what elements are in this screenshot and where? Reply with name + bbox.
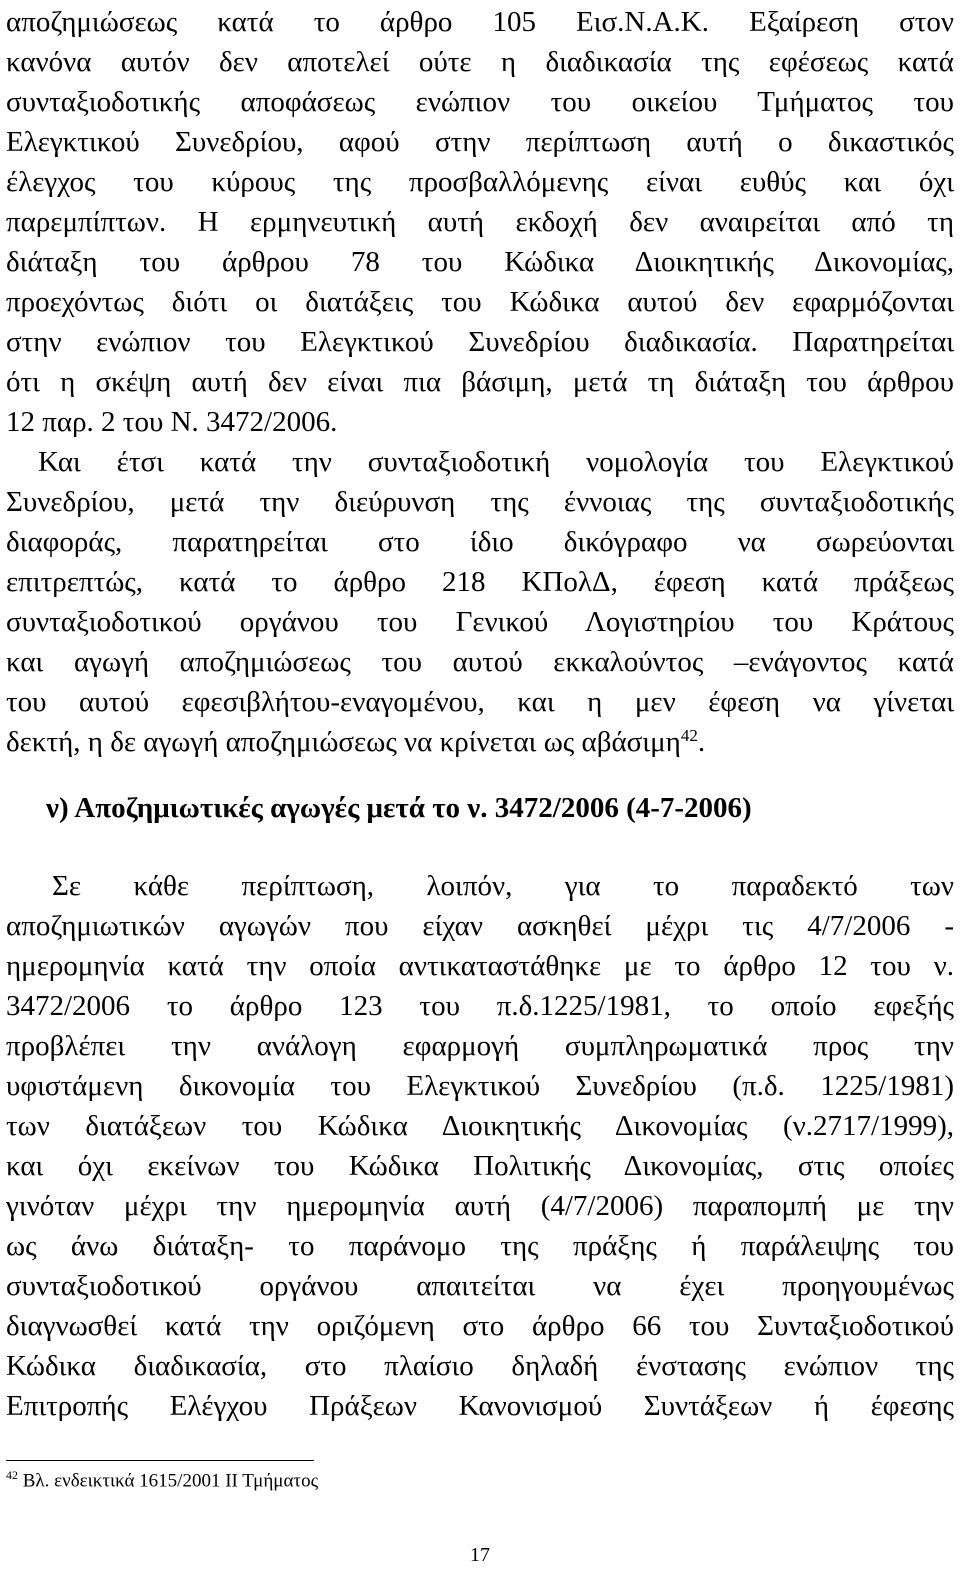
footnote-text: Βλ. ενδεικτικά 1615/2001 ΙΙ Τμήματος: [22, 1470, 319, 1492]
text-line: συνταξιοδοτικής αποφάσεως ενώπιον του οικείου Τμήματος του: [6, 86, 954, 118]
sentence-period: .: [697, 726, 706, 758]
text-line: διάταξη του άρθρου 78 του Κώδικα Διοικητικής Δικονομίας,: [6, 246, 954, 278]
text-line: Σε κάθε περίπτωση, λοιπόν, για το παραδεκτό των: [52, 870, 954, 902]
text-line: γινόταν μέχρι την ημερομηνία αυτή (4/7/2006) παραπομπή με την: [6, 1190, 954, 1222]
footnote-separator: [6, 1460, 314, 1461]
text-line: προβλέπει την ανάλογη εφαρμογή συμπληρωματικά προς την: [6, 1030, 954, 1062]
text-line-content: δεκτή, η δε αγωγή αποζημιώσεως να κρίνεται ως αβάσιμη: [6, 726, 681, 758]
text-line: του αυτού εφεσιβλήτου-εναγομένου, και η μεν έφεση να γίνεται: [6, 686, 954, 718]
text-line: Συνεδρίου, μετά την διεύρυνση της έννοιας της συνταξιοδοτικής: [6, 486, 954, 518]
text-line: συνταξιοδοτικού οργάνου απαιτείται να έχει προηγουμένως: [6, 1270, 954, 1302]
text-line: έλεγχος του κύρους της προσβαλλόμενης είναι ευθύς και όχι: [6, 166, 954, 198]
footnote-number: 42: [6, 1468, 18, 1482]
text-line: των διατάξεων του Κώδικα Διοικητικής Δικονομίας (ν.2717/1999),: [6, 1110, 954, 1142]
text-line: και όχι εκείνων του Κώδικα Πολιτικής Δικονομίας, στις οποίες: [6, 1150, 954, 1182]
text-line: ότι η σκέψη αυτή δεν είναι πια βάσιμη, μετά τη διάταξη του άρθρου: [6, 366, 954, 398]
text-line: κανόνα αυτόν δεν αποτελεί ούτε η διαδικασία της εφέσεως κατά: [6, 46, 954, 78]
text-line: Επιτροπής Ελέγχου Πράξεων Κανονισμού Συντάξεων ή έφεσης: [6, 1390, 954, 1422]
text-line: συνταξιοδοτικού οργάνου του Γενικού Λογιστηρίου του Κράτους: [6, 606, 954, 638]
text-line: διαγνωσθεί κατά την οριζόμενη στο άρθρο 66 του Συνταξιοδοτικού: [6, 1310, 954, 1342]
text-line: Κώδικα διαδικασία, στο πλαίσιο δηλαδή ένστασης ενώπιον της: [6, 1350, 954, 1382]
text-line: στην ενώπιον του Ελεγκτικού Συνεδρίου διαδικασία. Παρατηρείται: [6, 326, 954, 358]
text-line: Και έτσι κατά την συνταξιοδοτική νομολογία του Ελεγκτικού: [38, 446, 954, 478]
footnote-reference[interactable]: 42: [680, 726, 698, 745]
page-number: 17: [470, 1544, 490, 1566]
text-line: παρεμπίπτων. Η ερμηνευτική αυτή εκδοχή δεν αναιρείται από τη: [6, 206, 954, 238]
text-line: επιτρεπτώς, κατά το άρθρο 218 ΚΠολΔ, έφεση κατά πράξεως: [6, 566, 954, 598]
text-line: υφιστάμενη δικονομία του Ελεγκτικού Συνεδρίου (π.δ. 1225/1981): [6, 1070, 954, 1102]
text-line: αποζημιώσεως κατά το άρθρο 105 Εισ.Ν.Α.Κ. Εξαίρεση στον: [6, 6, 954, 38]
text-line: διαφοράς, παρατηρείται στο ίδιο δικόγραφο να σωρεύονται: [6, 526, 954, 558]
section-heading: ν) Αποζημιωτικές αγωγές μετά το ν. 3472/2006 (4-7-2006): [46, 792, 752, 824]
text-line: ημερομηνία κατά την οποία αντικαταστάθηκε με το άρθρο 12 του ν.: [6, 950, 954, 982]
text-line: προεχόντως διότι οι διατάξεις του Κώδικα αυτού δεν εφαρμόζονται: [6, 286, 954, 318]
text-line: 12 παρ. 2 του Ν. 3472/2006.: [6, 406, 338, 438]
footnote: [6, 1462, 318, 1494]
text-line: και αγωγή αποζημιώσεως του αυτού εκκαλούντος –ενάγοντος κατά: [6, 646, 954, 678]
text-line: 3472/2006 το άρθρο 123 του π.δ.1225/1981, το οποίο εφεξής: [6, 990, 954, 1022]
text-line: αποζημιωτικών αγωγών που είχαν ασκηθεί μέχρι τις 4/7/2006 -: [6, 910, 954, 942]
text-line: [6, 722, 954, 762]
text-line: Ελεγκτικού Συνεδρίου, αφού στην περίπτωση αυτή ο δικαστικός: [6, 126, 954, 158]
text-line: ως άνω διάταξη- το παράνομο της πράξης ή παράλειψης του: [6, 1230, 954, 1262]
